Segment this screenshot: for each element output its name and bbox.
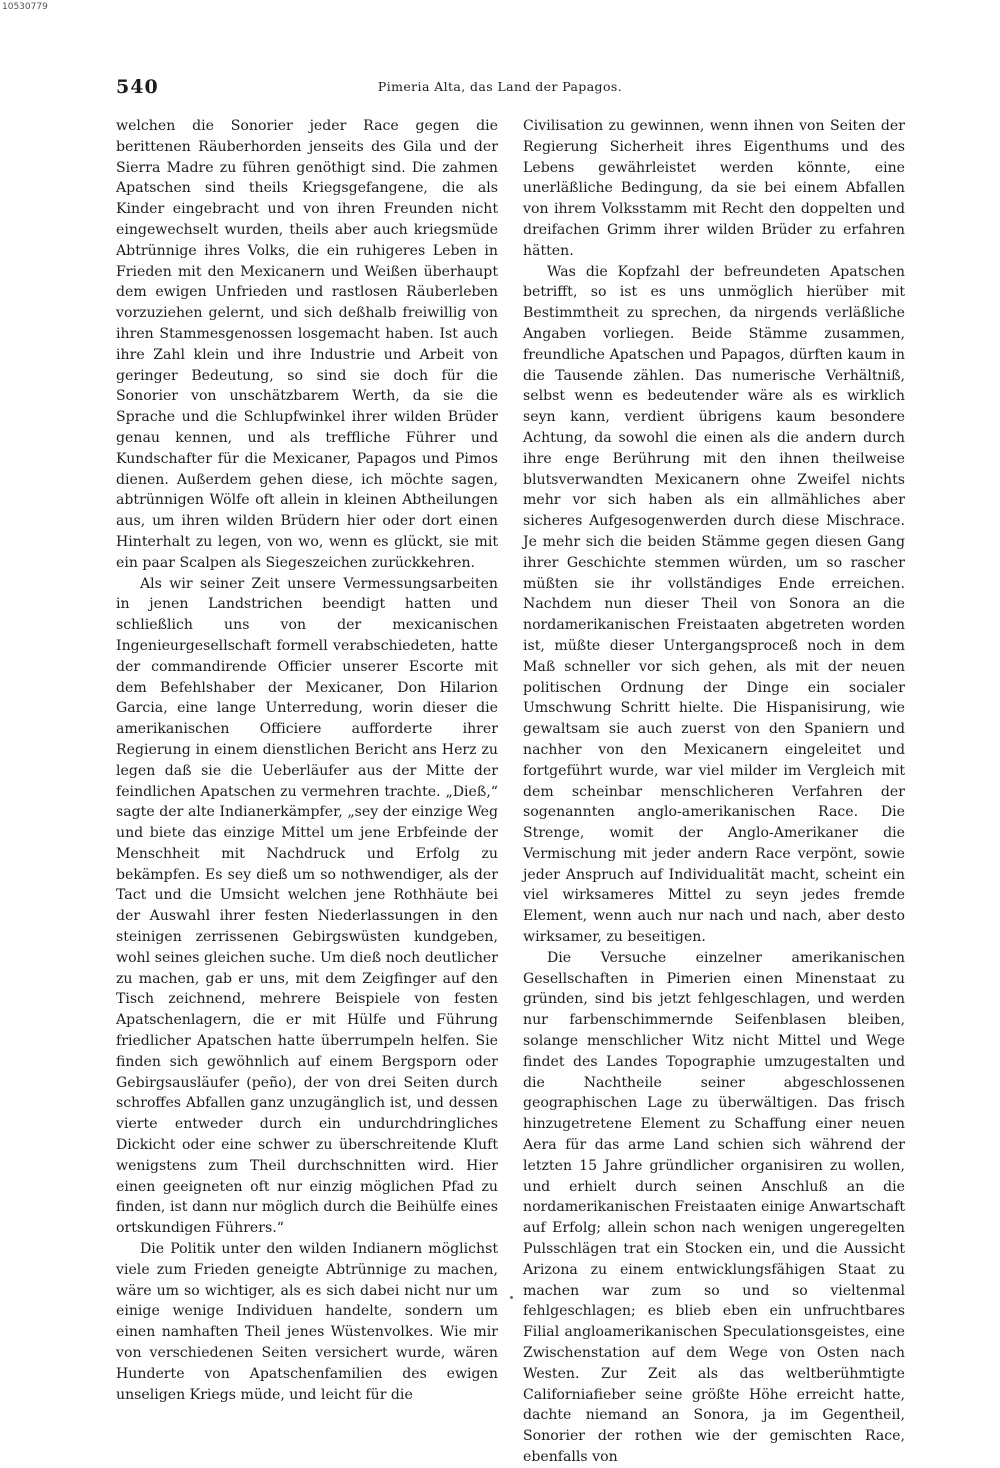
paragraph: Als wir seiner Zeit unsere Vermessungsarbeiten in jenen Landstrichen beendigt hatten und schließlich uns von der mexicanischen Ingenieurgesellschaft formell verabschiedeten, hatte der commandirende Officier unserer Escorte mit dem Befehlshaber der Mexicaner, Don Hilarion Garcia, eine lange Unterredung, worin dieser die amerikanischen Officiere aufforderte ihrer Regierung in einem dienstlichen Bericht ans Herz zu legen daß sie die Ueberläufer aus der Mitte der feindlichen Apatschen zu vermehren trachte. „Dieß,“ sagte der alte Indianerkämpfer, „sey der einzige Weg und biete das einzige Mittel um jene Erbfeinde der Menschheit mit Nachdruck und Erfolg zu bekämpfen. Es sey dieß um so nothwendiger, als der Tact und die Umsicht welchen jene Rothhäute bei der Auswahl ihrer festen Niederlassungen in den steinigen zerrissenen Gebirgswüsten kundgeben, wohl seines gleichen suche. Um dieß noch deutlicher zu machen, gab er uns, mit dem Zeigfinger auf den Tisch zeichnend, mehrere Beispiele von festen Apatschenlagern, die er mit Hülfe und Führung friedlicher Apatschen hatte überrumpeln helfen. Sie finden sich gewöhnlich auf einem Bergsporn oder Gebirgsausläufer (peño), der von drei Seiten durch schroffes Abfallen ganz unzugänglich ist, und dessen vierte entweder durch ein undurchdringliches Dickicht oder eine schwer zu überschreitende Kluft wenigstens zum Theil durchschnitten wird. Hier einen geeigneten oft nur einzig möglichen Pfad zu finden, ist dann nur möglich durch die Beihülfe eines ortskundigen Führers.“ (116, 575, 498, 1237)
paragraph: Civilisation zu gewinnen, wenn ihnen von Seiten der Regierung Sicherheit ihres Eigenthums und des Lebens gewährleistet werden könnte, eine unerläßliche Bedingung, da sie bei einem Abfallen von ihrem Volksstamm mit Recht den doppelten und dreifachen Grimm ihrer wilden Brüder zu erfahren hätten. (523, 118, 905, 259)
paragraph: welchen die Sonorier jeder Race gegen die berittenen Räuberhorden jenseits des Gila und der Sierra Madre zu führen genöthigt sind. Die zahmen Apatschen sind theils Kriegsgefangene, die als Kinder eingebracht und von ihren Freunden nicht eingewechselt wurden, theils aber auch kriegsmüde Abtrünnige ihres Volks, die ein ruhigeres Leben in Frieden mit den Mexicanern und Weißen überhaupt dem ewigen Unfrieden und rastlosen Räuberleben vorzuziehen gelernt, und sich deßhalb freiwillig von ihren Stammesgenossen losgemacht haben. Ist auch ihre Zahl klein und ihre Industrie und Arbeit von geringer Bedeutung, so sind sie doch für die Sonorier von unschätzbarem Werth, da sie die Sprache und die Schlupfwinkel ihrer wilden Brüder genau kennen, und als treffliche Führer und Kundschafter für die Mexicaner, Papagos und Pimos dienen. Außerdem gehen diese, ich möchte sagen, abtrünnigen Wölfe oft allein in kleinen Abtheilungen aus, um ihren wilden Brüdern hier oder dort einen Hinterhalt zu legen, von wo, wenn es glückt, sie mit ein paar Scalpen als Siegeszeichen zurückkehren. (116, 118, 498, 571)
page-number: 540 (116, 76, 159, 98)
page-header (0, 76, 1000, 106)
left-column (116, 116, 498, 1405)
scan-id-label: 10530779 (2, 2, 48, 12)
scan-dot-mark (510, 1296, 513, 1299)
paragraph: Was die Kopfzahl der befreundeten Apatschen betrifft, so ist es uns unmöglich hierüber mit Bestimmtheit zu sprechen, da nirgends verläßliche Angaben vorliegen. Beide Stämme zusammen, freundliche Apatschen und Papagos, dürften kaum in die Tausende zählen. Das numerische Verhältniß, selbst wenn es bedeutender wäre als es wirklich seyn kann, verdient übrigens kaum besondere Achtung, da sowohl die einen als die andern durch ihre enge Berührung mit den ihnen theilweise blutsverwandten Mexicanern ohne Zweifel nichts mehr vor sich haben als ein allmähliches aber sicheres Aufgesogenwerden durch diese Mischrace. Je mehr sich die beiden Stämme gegen diesen Gang ihrer Geschichte stemmen würden, um so rascher müßten sie ihr vollständiges Ende erreichen. Nachdem nun dieser Theil von Sonora an die nordamerikanischen Freistaaten abgetreten worden ist, müßte dieser Untergangsproceß noch in dem Maß schneller vor sich gehen, als mit der neuen politischen Ordnung der Dinge ein socialer Umschwung Schritt hielte. Die Hispanisirung, wie gewaltsam sie auch zuerst von den Spaniern und nachher von den Mexicanern eingeleitet und fortgeführt wurde, war viel milder im Vergleich mit dem scheinbar menschlicheren Verfahren der sogenannten anglo-amerikanischen Race. Die Strenge, womit der Anglo-Amerikaner die Vermischung mit jeder andern Race verpönt, sowie jeder Anspruch auf Individualität macht, scheint ein viel wirksameres Mittel zu seyn jedes fremde Element, wenn auch nur nach und nach, aber desto wirksamer, zu beseitigen. (523, 263, 905, 946)
right-column (523, 116, 905, 1468)
paragraph: Die Politik unter den wilden Indianern möglichst viele zum Frieden geneigte Abtrünnige zu machen, wäre um so wichtiger, als es sich dabei nicht nur um einige wenige Individuen handelte, sondern um einen namhaften Theil jenes Wüstenvolkes. Wie mir von verschiedenen Seiten versichert wurde, wären Hunderte von Apatschenfamilien des ewigen unseligen Kriegs müde, und leicht für die (116, 1241, 498, 1403)
running-title: Pimeria Alta, das Land der Papagos. (377, 79, 623, 94)
paragraph: Die Versuche einzelner amerikanischen Gesellschaften in Pimerien einen Minenstaat zu gründen, sind bis jetzt fehlgeschlagen, und werden nur farbenschimmernde Seifenblasen bleiben, solange menschlicher Witz nicht Mittel und Wege findet des Landes Topographie umzugestalten und die Nachtheile seiner abgeschlossenen geographischen Lage zu überwältigen. Das frisch hinzugetretene Element zu Schaffung einer neuen Aera für das arme Land schien sich während der letzten 15 Jahre gründlicher organisiren zu wollen, und erhielt durch seinen Anschluß an die nordamerikanischen Freistaaten einige Anwartschaft auf Erfolg; allein schon nach wenigen ungeregelten Pulsschlägen trat ein Stocken ein, und die Aussicht Arizona zu einem entwicklungsfähigen Staat zu machen war zum so und so vieltenmal fehlgeschlagen; es blieb eben ein unfruchtbares Filial angloamerikanischen Speculationsgeistes, eine Zwischenstation auf dem Wege von Osten nach Westen. Zur Zeit als das weltberühmtigte Californiafieber seine größte Höhe erreicht hatte, dachte niemand an Sonora, ja im Gegentheil, Sonorier der rothen wie der gemischten Race, ebenfalls von (523, 949, 905, 1465)
